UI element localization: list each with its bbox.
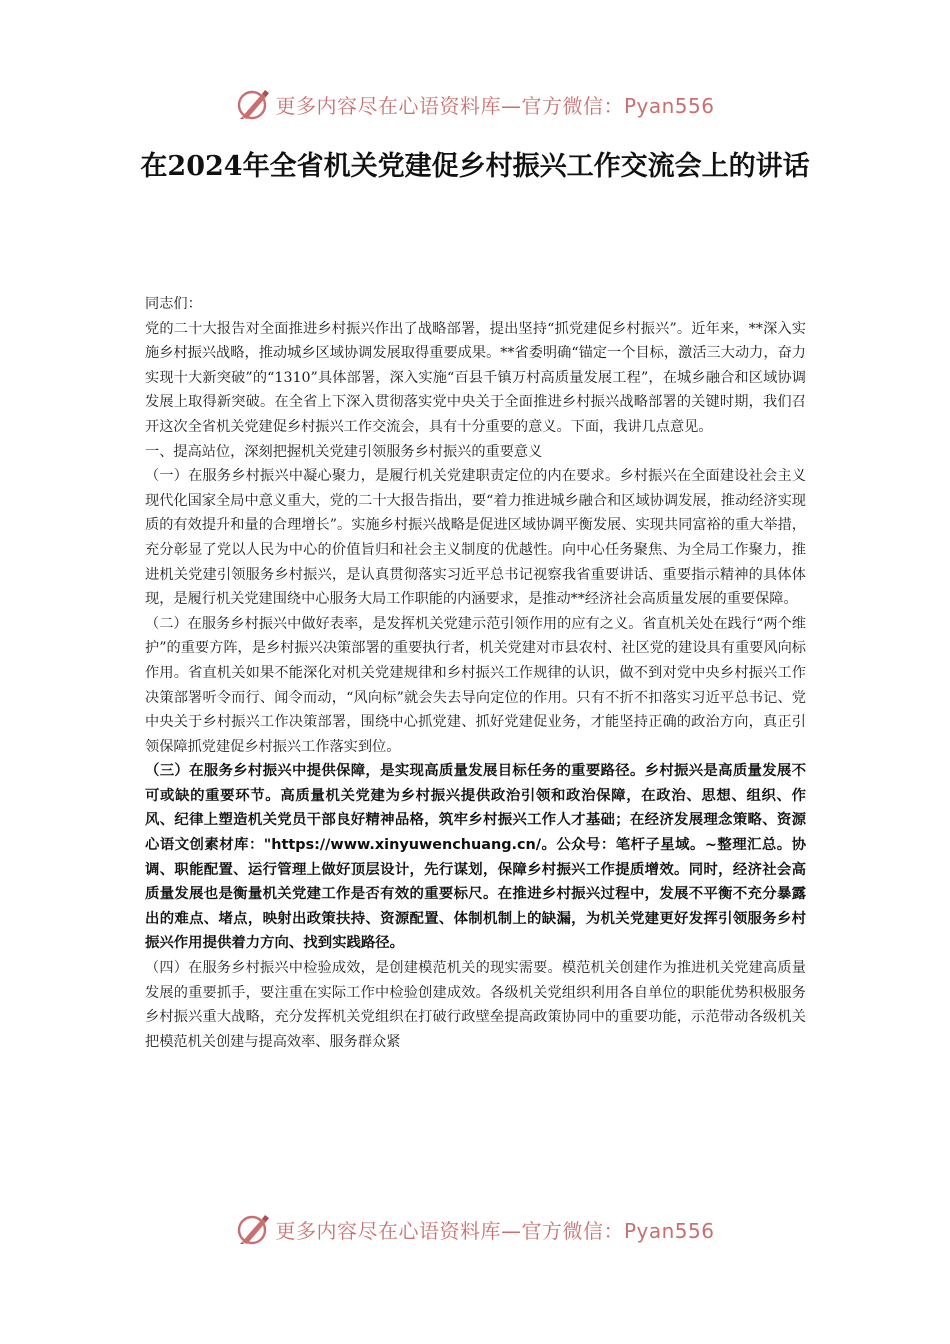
document-title: 在2024年全省机关党建促乡村振兴工作交流会上的讲话 (140, 151, 810, 182)
watermark-text: 更多内容尽在心语资料库—官方微信：Pyan556 (275, 1218, 715, 1243)
paragraph-2: （二）在服务乡村振兴中做好表率，是发挥机关党建示范引领作用的应有之义。省直机关处在践行“两个维护”的重要方阵，是乡村振兴决策部署的重要执行者，机关党建对市县农村、社区党的建设具有重要风向标作用。省直机关如果不能深化对机关党建规律和乡村振兴工作规律的认识，做不到对党中央乡村振兴工作决策部署听令而行、闻令而动，“风向标”就会失去导向定位的作用。只有不折不扣落实习近平总书记、党中央关于乡村振兴工作决策部署，围绕中心抓党建、抓好党建促业务，才能坚持正确的政治方向，真正引领保障抓党建促乡村振兴工作落实到位。 (145, 615, 806, 755)
watermark-text: 更多内容尽在心语资料库—官方微信：Pyan556 (275, 93, 715, 118)
paragraph-4: （四）在服务乡村振兴中检验成效，是创建模范机关的现实需要。模范机关创建作为推进机关党建高质量发展的重要抓手，要注重在实际工作中检验创建成效。各级机关党组织利用各自单位的职能优势积极服务乡村振兴重大战略，充分发挥机关党组织在打破行政壁垒提高政策协同中的重要功能，示范带动各级机关把模范机关创建与提高效率、服务群众紧 (145, 960, 806, 1050)
watermark-banner-bottom (0, 1207, 950, 1251)
section-heading-1: 一、提高站位，深刻把握机关党建引领服务乡村振兴的重要意义 (145, 443, 543, 460)
watermark-banner-top (0, 82, 950, 126)
pen-logo-icon (235, 1211, 271, 1247)
paragraph-intro: 党的二十大报告对全面推进乡村振兴作出了战略部署，提出坚持“抓党建促乡村振兴”。近年来，**深入实施乡村振兴战略，推动城乡区域协调发展取得重要成果。**省委明确“锚定一个目标，激活三大动力，奋力实现十大新突破”的“1310”具体部署，深入实施“百县千镇万村高质量发展工程”，在城乡融合和区域协调发展上取得新突破。在全省上下深入贯彻落实党中央关于全面推进乡村振兴战略部署的关键时期，我们召开这次全省机关党建促乡村振兴工作交流会，具有十分重要的意义。下面，我讲几点意见。 (145, 320, 806, 435)
pen-logo-icon (235, 86, 271, 122)
paragraph-1: （一）在服务乡村振兴中凝心聚力，是履行机关党建职责定位的内在要求。乡村振兴在全面建设社会主义现代化国家全局中意义重大，党的二十大报告指出，要“着力推进城乡融合和区域协调发展，推动经济实现质的有效提升和量的合理增长”。实施乡村振兴战略是促进区域协调平衡发展、实现共同富裕的重大举措，充分彰显了党以人民为中心的价值旨归和社会主义制度的优越性。向中心任务聚焦、为全局工作聚力，推进机关党建引领服务乡村振兴，是认真贯彻落实习近平总书记视察我省重要讲话、重要指示精神的具体体现，是履行机关党建围绕中心服务大局工作职能的内涵要求，是推动**经济社会高质量发展的重要保障。 (145, 468, 806, 608)
document-body (145, 292, 806, 1054)
paragraph-3: （三）在服务乡村振兴中提供保障，是实现高质量发展目标任务的重要路径。乡村振兴是高质量发展不可或缺的重要环节。高质量机关党建为乡村振兴提供政治引领和政治保障，在政治、思想、组织、作风、纪律上塑造机关党员干部良好精神品格，筑牢乡村振兴工作人才基础；在经济发展理念策略、资源心语文创素材库："https://www.xinyuwenchuang.cn/。公众号：笔杆子星域。~整理汇总。协调、职能配置、运行管理上做好顶层设计，先行谋划，保障乡村振兴工作提质增效。同时，经济社会高质量发展也是衡量机关党建工作是否有效的重要标尺。在推进乡村振兴过程中，发展不平衡不充分暴露出的难点、堵点，映射出政策扶持、资源配置、体制机制上的缺漏，为机关党建更好发挥引领服务乡村振兴作用提供着力方向、找到实践路径。 (145, 763, 806, 952)
greeting: 同志们： (145, 296, 202, 312)
